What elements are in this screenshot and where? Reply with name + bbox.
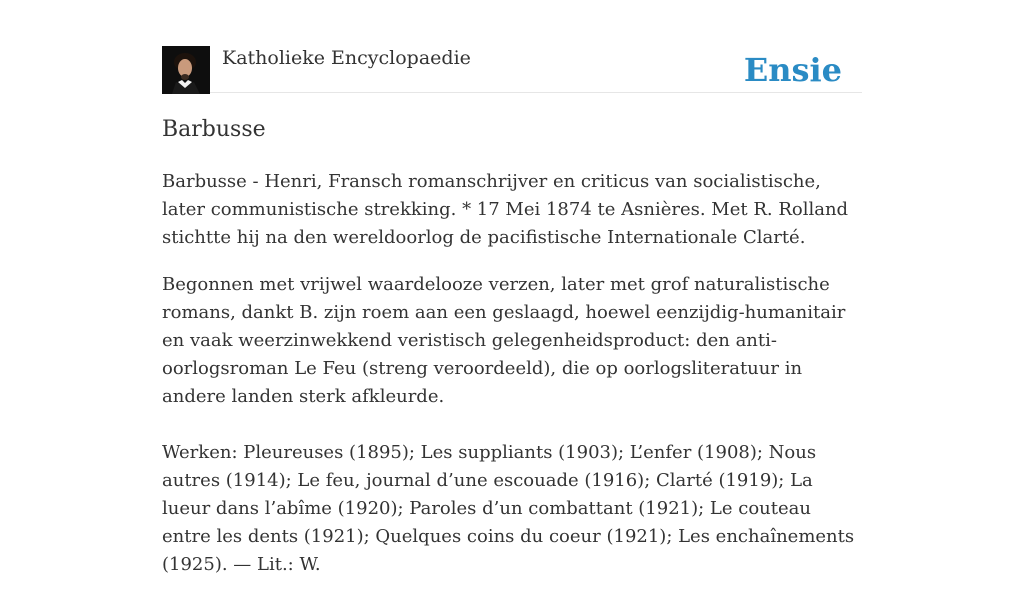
brand-logo-link[interactable]: Ensie: [743, 51, 842, 89]
portrait-avatar-icon[interactable]: [162, 46, 210, 94]
header: [162, 46, 862, 93]
article-paragraph: Barbusse - Henri, Fransch romanschrijver en criticus van socialistische, later communistische strekking. * 17 Mei 1874 te Asnières. Met R. Rolland stichtte hij na den wereldoorlog de pacifistische Internationale Clarté.: [162, 171, 849, 248]
source-name-link[interactable]: Katholieke Encyclopaedie: [222, 47, 471, 69]
article-title: Barbusse: [162, 117, 266, 142]
article-paragraph: Begonnen met vrijwel waardelooze verzen, later met grof naturalistische romans, dankt B. zijn roem aan een geslaagd, hoewel eenzijdig-humanitair en vaak weerzinwekkend veristisch gelegenheidsproduct: den anti-oorlogsroman Le Feu (streng veroordeeld), die op oorlogsliteratuur in andere landen sterk afkleurde. Werken: Pleureuses (1895); Les suppliants (1903); L’enfer (1908); Nous autres (1914); Le feu, journal d’une escouade (1916); Clarté (1919); La lueur dans l’abîme (1920); Paroles d’un combattant (1921); Le couteau entre les dents (1921); Quelques coins du coeur (1921); Les enchaînements (1925). — Lit.: W.: [162, 274, 855, 575]
article-body: [162, 168, 862, 598]
